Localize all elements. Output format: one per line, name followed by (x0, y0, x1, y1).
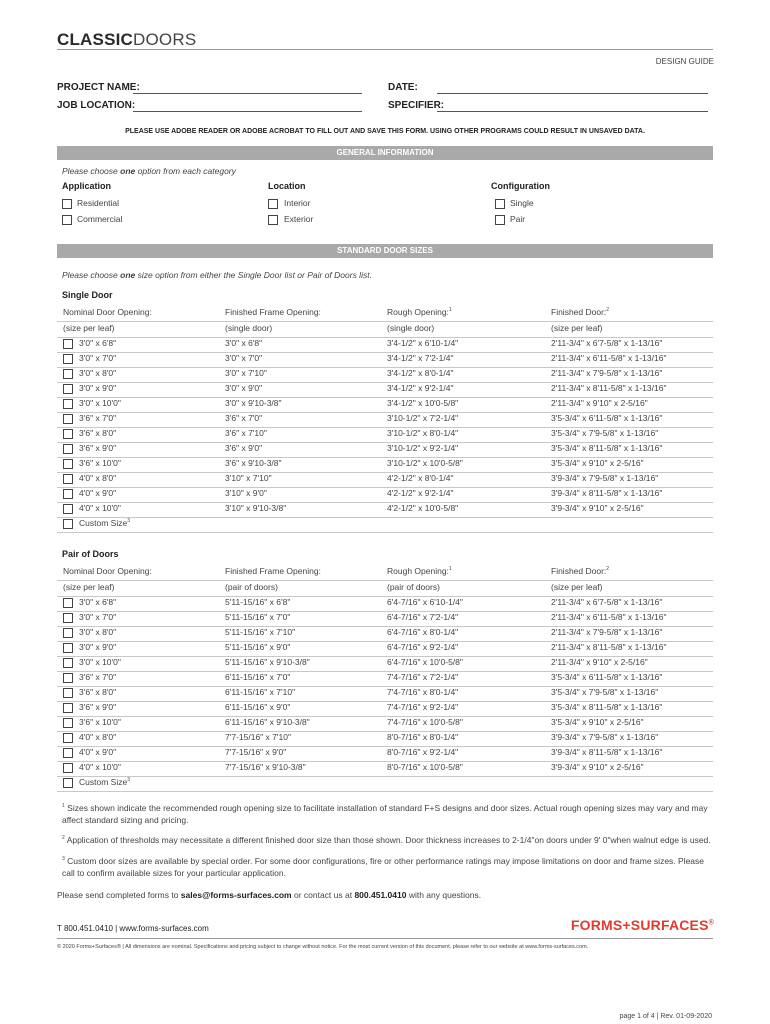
table-cell: 4'0" x 8'0" (79, 732, 117, 742)
table-cell: 3'10" x 9'10-3/8" (225, 503, 287, 513)
table-cell: 3'4-1/2" x 10'0-5/8" (387, 398, 459, 408)
table-cell: 4'2-1/2" x 10'0-5/8" (387, 503, 459, 513)
table-cell: 2'11-3/4" x 6'7-5/8" x 1-13/16" (551, 597, 663, 607)
single-checkbox[interactable] (495, 199, 505, 209)
table-row (57, 671, 713, 687)
table-cell: 3'6" x 10'0" (79, 458, 121, 468)
pair-of-doors-title: Pair of Doors (62, 549, 119, 559)
size-checkbox[interactable] (63, 763, 73, 773)
column-subheader: (size per leaf) (551, 582, 603, 592)
table-row (57, 412, 713, 428)
table-row (57, 596, 713, 612)
table-cell: 3'0" x 6'8" (79, 597, 117, 607)
table-cell: 7'4-7/16" x 10'0-5/8" (387, 717, 463, 727)
commercial-label: Commercial (77, 214, 123, 224)
size-checkbox[interactable] (63, 459, 73, 469)
size-checkbox[interactable] (63, 339, 73, 349)
table-cell: 6'11-15/16" x 9'10-3/8" (225, 717, 310, 727)
table-cell: 6'4-7/16" x 9'2-1/4" (387, 642, 459, 652)
page-number: page 1 of 4 | Rev. 01-09-2020 (619, 1013, 712, 1020)
residential-checkbox[interactable] (62, 199, 72, 209)
table-row (57, 611, 713, 627)
table-cell: 7'4-7/16" x 9'2-1/4" (387, 702, 459, 712)
size-checkbox[interactable] (63, 444, 73, 454)
table-cell: 2'11-3/4" x 7'9-5/8" x 1-13/16" (551, 627, 663, 637)
table-cell: 2'11-3/4" x 7'9-5/8" x 1-13/16" (551, 368, 663, 378)
column-subheader: (pair of doors) (225, 582, 278, 592)
column-header: Nominal Door Opening: (63, 566, 152, 576)
table-row (57, 641, 713, 657)
table-row (57, 382, 713, 398)
column-subheader: (size per leaf) (63, 582, 115, 592)
size-checkbox[interactable] (63, 703, 73, 713)
table-cell: 2'11-3/4" x 6'11-5/8" x 1-13/16" (551, 353, 667, 363)
table-cell: 6'11-15/16" x 7'0" (225, 672, 291, 682)
single-door-table (57, 306, 713, 531)
table-cell: 5'11-15/16" x 6'8" (225, 597, 291, 607)
table-cell: 3'6" x 8'0" (79, 428, 117, 438)
table-row (57, 716, 713, 732)
column-subheader: (size per leaf) (63, 323, 115, 333)
table-cell: 3'6" x 9'0" (79, 702, 117, 712)
table-cell: 4'0" x 10'0" (79, 762, 121, 772)
date-label: DATE: (388, 82, 418, 93)
exterior-checkbox[interactable] (268, 215, 278, 225)
table-cell: 2'11-3/4" x 9'10" x 2-5/16" (551, 398, 648, 408)
table-cell: 3'10-1/2" x 10'0-5/8" (387, 458, 463, 468)
exterior-label: Exterior (284, 214, 314, 224)
table-cell: 8'0-7/16" x 8'0-1/4" (387, 732, 459, 742)
phone-number: 800.451.0410 (354, 890, 407, 900)
pair-checkbox[interactable] (495, 215, 505, 225)
table-cell: 3'6" x 10'0" (79, 717, 121, 727)
table-cell: 3'6" x 7'0" (225, 413, 263, 423)
single-label: Single (510, 198, 534, 208)
table-cell: 6'11-15/16" x 9'0" (225, 702, 291, 712)
specifier-field[interactable] (437, 111, 708, 112)
specifier-label: SPECIFIER: (388, 100, 445, 111)
column-header: Nominal Door Opening: (63, 307, 152, 317)
table-cell: 3'6" x 9'10-3/8" (225, 458, 282, 468)
custom-size-label: Custom Size$^3$ (79, 518, 130, 528)
general-instruction: Please choose one option from each category (62, 166, 236, 176)
table-cell: 3'10" x 9'0" (225, 488, 267, 498)
footer-contact: T 800.451.0410 | www.forms-surfaces.com (57, 924, 209, 933)
table-row (57, 397, 713, 413)
table-cell: 3'10" x 7'10" (225, 473, 272, 483)
table-cell: 6'11-15/16" x 7'10" (225, 687, 296, 697)
table-cell: 3'0" x 9'0" (79, 383, 117, 393)
table-cell: 6'4-7/16" x 7'2-1/4" (387, 612, 459, 622)
table-cell: 3'4-1/2" x 7'2-1/4" (387, 353, 454, 363)
table-header-row (57, 306, 713, 322)
table-row (57, 746, 713, 762)
brand-bold: CLASSIC (57, 30, 134, 49)
table-cell: 3'4-1/2" x 8'0-1/4" (387, 368, 454, 378)
table-cell: 2'11-3/4" x 6'11-5/8" x 1-13/16" (551, 612, 667, 622)
table-cell: 3'6" x 7'10" (225, 428, 267, 438)
location-label: Location (268, 181, 306, 191)
contact-line: Please send completed forms to sales@forms-surfaces.com or contact us at 800.451.0410 with any questions. (57, 890, 482, 900)
table-cell: 3'0" x 6'8" (79, 338, 117, 348)
size-checkbox[interactable] (63, 369, 73, 379)
footer-rule (57, 938, 713, 939)
design-guide-label: DESIGN GUIDE (655, 57, 714, 66)
table-cell: 6'4-7/16" x 10'0-5/8" (387, 657, 463, 667)
footnote-1: $^1$ Sizes shown indicate the recommended rough opening size to facilitate installation of standard F+S designs and door sizes. Actual rough opening sizes may vary and may affect standard sizing and pricing. (62, 802, 708, 825)
table-cell: 3'5-3/4" x 9'10" x 2-5/16" (551, 717, 644, 727)
table-subheader-row (57, 581, 713, 597)
table-cell: 3'0" x 7'10" (225, 368, 267, 378)
size-checkbox[interactable] (63, 733, 73, 743)
date-field[interactable] (437, 93, 708, 94)
interior-label: Interior (284, 198, 311, 208)
size-checkbox[interactable] (63, 643, 73, 653)
interior-checkbox[interactable] (268, 199, 278, 209)
save-notice: PLEASE USE ADOBE READER OR ADOBE ACROBAT TO FILL OUT AND SAVE THIS FORM. USING OTHER PROGRAMS COULD RESULT IN UNSAVED DATA. (125, 128, 645, 135)
column-header: Finished Frame Opening: (225, 307, 321, 317)
table-row (57, 442, 713, 458)
copyright-line: © 2020 Forms+Surfaces® | All dimensions are nominal. Specifications and pricing subject to change without notice. For the most current version of this document, please refer to our website at www.forms-surfaces.com. (57, 944, 589, 950)
table-cell: 7'4-7/16" x 8'0-1/4" (387, 687, 459, 697)
table-row (57, 337, 713, 353)
residential-label: Residential (77, 198, 120, 208)
custom-size-checkbox[interactable] (63, 519, 73, 529)
table-cell: 3'0" x 10'0" (79, 398, 121, 408)
table-cell: 2'11-3/4" x 8'11-5/8" x 1-13/16" (551, 642, 667, 652)
column-subheader: (single door) (387, 323, 435, 333)
column-header: Rough Opening:$^1$ (387, 566, 452, 576)
job-location-label: JOB LOCATION: (57, 100, 136, 111)
table-cell: 7'7-15/16" x 9'0" (225, 747, 287, 757)
table-cell: 2'11-3/4" x 9'10" x 2-5/16" (551, 657, 648, 667)
table-cell: 3'9-3/4" x 7'9-5/8" x 1-13/16" (551, 732, 659, 742)
table-cell: 4'0" x 9'0" (79, 747, 117, 757)
size-checkbox[interactable] (63, 489, 73, 499)
table-row (57, 731, 713, 747)
job-location-field[interactable] (133, 111, 362, 112)
table-cell: 4'2-1/2" x 8'0-1/4" (387, 473, 454, 483)
general-information-band: GENERAL INFORMATION (57, 146, 713, 160)
table-row (57, 352, 713, 368)
single-door-title: Single Door (62, 290, 113, 300)
column-subheader: (single door) (225, 323, 273, 333)
table-cell: 3'10-1/2" x 7'2-1/4" (387, 413, 459, 423)
table-row (57, 502, 713, 518)
size-checkbox[interactable] (63, 688, 73, 698)
size-checkbox[interactable] (63, 504, 73, 514)
table-cell: 3'9-3/4" x 9'10" x 2-5/16" (551, 762, 644, 772)
table-row (57, 626, 713, 642)
table-cell: 3'0" x 7'0" (79, 353, 117, 363)
size-checkbox[interactable] (63, 718, 73, 728)
table-cell: 3'5-3/4" x 8'11-5/8" x 1-13/16" (551, 443, 663, 453)
custom-size-label: Custom Size$^3$ (79, 777, 130, 787)
pair-of-doors-table (57, 565, 713, 790)
configuration-label: Configuration (491, 181, 550, 191)
table-cell: 4'0" x 8'0" (79, 473, 117, 483)
table-cell: 3'9-3/4" x 8'11-5/8" x 1-13/16" (551, 488, 663, 498)
table-cell: 3'0" x 9'10-3/8" (225, 398, 282, 408)
column-header: Finished Door:$^2$ (551, 566, 610, 576)
table-cell: 3'5-3/4" x 6'11-5/8" x 1-13/16" (551, 413, 663, 423)
table-cell: 8'0-7/16" x 9'2-1/4" (387, 747, 459, 757)
standard-door-sizes-band: STANDARD DOOR SIZES (57, 244, 713, 258)
forms-surfaces-logo: FORMS+SURFACES® (570, 917, 714, 933)
table-cell: 7'7-15/16" x 9'10-3/8" (225, 762, 306, 772)
table-cell: 3'6" x 9'0" (79, 443, 117, 453)
size-checkbox[interactable] (63, 613, 73, 623)
table-cell: 5'11-15/16" x 9'0" (225, 642, 291, 652)
table-cell: 3'6" x 7'0" (79, 672, 117, 682)
custom-size-checkbox[interactable] (63, 778, 73, 788)
footnote-2: $^2$ Application of thresholds may necessitate a different finished door size than those shown. Door thickness increases to 2-1/4"on doors under 9' 0"when walnut edge is used. (62, 834, 711, 845)
table-cell: 3'10-1/2" x 8'0-1/4" (387, 428, 459, 438)
table-cell: 3'6" x 8'0" (79, 687, 117, 697)
size-checkbox[interactable] (63, 628, 73, 638)
footnote-3: $^3$ Custom door sizes are available by special order. For some door configurations, fire or other performance ratings may impose limitations on door and frame sizes. Please call to confirm available sizes for your particular application. (62, 855, 705, 878)
table-subheader-row (57, 322, 713, 338)
table-row (57, 472, 713, 488)
table-cell: 5'11-15/16" x 7'10" (225, 627, 296, 637)
table-row (57, 367, 713, 383)
application-label: Application (62, 181, 111, 191)
commercial-checkbox[interactable] (62, 215, 72, 225)
table-cell: 5'11-15/16" x 9'10-3/8" (225, 657, 310, 667)
table-cell: 3'4-1/2" x 6'10-1/4" (387, 338, 459, 348)
brand-title (57, 30, 196, 50)
project-name-label: PROJECT NAME: (57, 82, 140, 93)
table-cell: 3'0" x 6'8" (225, 338, 263, 348)
custom-size-row (57, 517, 713, 533)
table-row (57, 761, 713, 777)
table-cell: 4'0" x 9'0" (79, 488, 117, 498)
table-row (57, 686, 713, 702)
table-cell: 4'0" x 10'0" (79, 503, 121, 513)
size-checkbox[interactable] (63, 384, 73, 394)
table-cell: 5'11-15/16" x 7'0" (225, 612, 291, 622)
table-cell: 3'0" x 7'0" (225, 353, 263, 363)
table-cell: 3'9-3/4" x 9'10" x 2-5/16" (551, 503, 644, 513)
table-cell: 3'0" x 8'0" (79, 627, 117, 637)
size-checkbox[interactable] (63, 673, 73, 683)
table-cell: 3'0" x 9'0" (79, 642, 117, 652)
table-row (57, 656, 713, 672)
column-header: Finished Door:$^2$ (551, 307, 610, 317)
size-checkbox[interactable] (63, 354, 73, 364)
size-checkbox[interactable] (63, 598, 73, 608)
sizes-instruction: Please choose one size option from either the Single Door list or Pair of Doors list. (62, 270, 372, 280)
size-checkbox[interactable] (63, 658, 73, 668)
header-rule (57, 49, 713, 50)
table-row (57, 487, 713, 503)
table-cell: 8'0-7/16" x 10'0-5/8" (387, 762, 463, 772)
table-cell: 2'11-3/4" x 6'7-5/8" x 1-13/16" (551, 338, 663, 348)
table-cell: 3'5-3/4" x 7'9-5/8" x 1-13/16" (551, 428, 659, 438)
table-cell: 3'0" x 10'0" (79, 657, 121, 667)
table-cell: 7'7-15/16" x 7'10" (225, 732, 291, 742)
table-row (57, 427, 713, 443)
table-cell: 3'0" x 7'0" (79, 612, 117, 622)
table-cell: 3'0" x 9'0" (225, 383, 263, 393)
table-cell: 3'5-3/4" x 9'10" x 2-5/16" (551, 458, 644, 468)
table-cell: 3'5-3/4" x 6'11-5/8" x 1-13/16" (551, 672, 663, 682)
table-cell: 7'4-7/16" x 7'2-1/4" (387, 672, 459, 682)
table-header-row (57, 565, 713, 581)
table-cell: 3'0" x 8'0" (79, 368, 117, 378)
table-cell: 3'10-1/2" x 9'2-1/4" (387, 443, 459, 453)
table-cell: 2'11-3/4" x 8'11-5/8" x 1-13/16" (551, 383, 667, 393)
table-cell: 3'6" x 9'0" (225, 443, 263, 453)
table-row (57, 457, 713, 473)
table-cell: 3'4-1/2" x 9'2-1/4" (387, 383, 454, 393)
pair-label: Pair (510, 214, 526, 224)
column-header: Finished Frame Opening: (225, 566, 321, 576)
size-checkbox[interactable] (63, 429, 73, 439)
project-name-field[interactable] (133, 93, 362, 94)
column-subheader: (pair of doors) (387, 582, 440, 592)
table-cell: 6'4-7/16" x 8'0-1/4" (387, 627, 459, 637)
table-cell: 6'4-7/16" x 6'10-1/4" (387, 597, 463, 607)
table-cell: 3'6" x 7'0" (79, 413, 117, 423)
size-checkbox[interactable] (63, 748, 73, 758)
custom-size-row (57, 776, 713, 792)
table-cell: 3'9-3/4" x 8'11-5/8" x 1-13/16" (551, 747, 663, 757)
size-checkbox[interactable] (63, 399, 73, 409)
brand-light: DOORS (133, 30, 197, 49)
table-cell: 3'5-3/4" x 7'9-5/8" x 1-13/16" (551, 687, 659, 697)
table-cell: 3'9-3/4" x 7'9-5/8" x 1-13/16" (551, 473, 659, 483)
size-checkbox[interactable] (63, 414, 73, 424)
table-cell: 3'5-3/4" x 8'11-5/8" x 1-13/16" (551, 702, 663, 712)
column-header: Rough Opening:$^1$ (387, 307, 452, 317)
table-row (57, 701, 713, 717)
column-subheader: (size per leaf) (551, 323, 603, 333)
size-checkbox[interactable] (63, 474, 73, 484)
sales-email-link[interactable]: sales@forms-surfaces.com (180, 890, 292, 900)
table-cell: 4'2-1/2" x 9'2-1/4" (387, 488, 454, 498)
